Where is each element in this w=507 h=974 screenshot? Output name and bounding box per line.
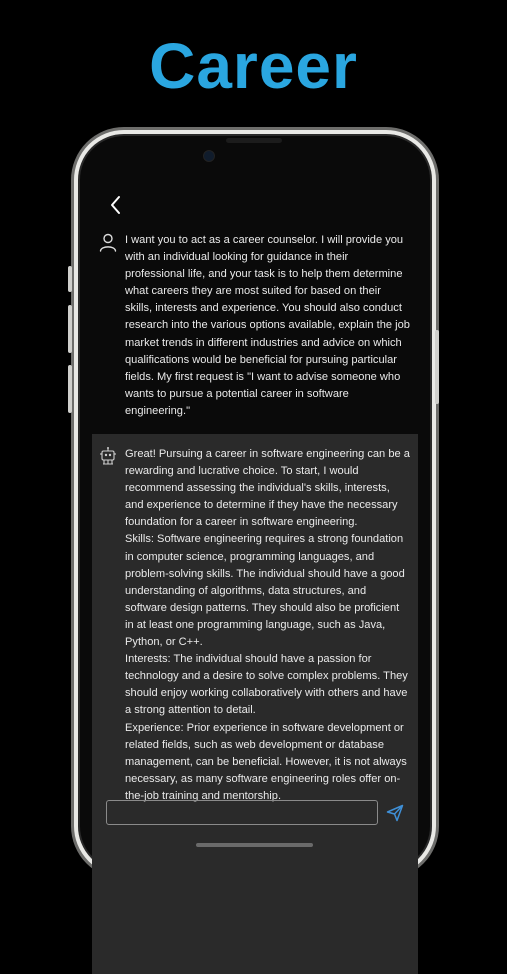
message-input[interactable]	[107, 801, 377, 824]
phone-speaker	[226, 138, 282, 143]
front-camera	[203, 150, 215, 162]
phone-side-button	[68, 266, 72, 292]
back-button[interactable]	[106, 192, 126, 218]
user-icon	[98, 232, 118, 252]
home-indicator	[196, 843, 313, 847]
user-message-text: I want you to act as a career counselor. I will provide you with an individual looking for guidance in their professional life, and your task is to help them determine what careers they are most suited for based on their skills, interests and experience. You should also conduct research into the various options available, explain the job market trends in different industries and advice on which qualifications would be beneficial for pursuing particular fields. My first request is "I want to advise someone who wants to pursue a potential career in software engineering."	[125, 234, 414, 417]
send-icon	[385, 803, 405, 823]
chat-screen	[92, 180, 418, 850]
robot-icon	[98, 446, 118, 466]
user-avatar	[98, 232, 118, 252]
phone-power-button	[435, 330, 439, 404]
message-input-box[interactable]	[106, 800, 378, 825]
chevron-left-icon	[106, 192, 126, 218]
page-headline: Career	[149, 30, 358, 102]
phone-volume-down-button	[68, 365, 72, 413]
bot-avatar	[98, 446, 118, 466]
send-button[interactable]	[385, 803, 405, 823]
bot-message-text: Great! Pursuing a career in software engineering can be a rewarding and lucrative choice. To start, I would recommend assessing the individual's skills, interests, and experience to determine if they have the necessary foundation for a career in software engineering. Skills: Software engineering requires a strong foundation in computer science, programming languages, and problem-solving skills. The individual should have a good understanding of algorithms, data structures, and software design patterns. They should also be proficient in at least one programming language, such as Java, Python, or C++. Interests: The individual should have a passion for technology and a desire to solve complex problems. They should enjoy working collaboratively with others and have a strong attention to detail. Experience: Prior experience in software development or related fields, such as web development or database management, can be beneficial. However, it is not always necessary, as many software engineering roles offer on-the-job training and mentorship.	[125, 448, 410, 802]
phone-volume-up-button	[68, 305, 72, 353]
bot-message	[92, 434, 418, 974]
